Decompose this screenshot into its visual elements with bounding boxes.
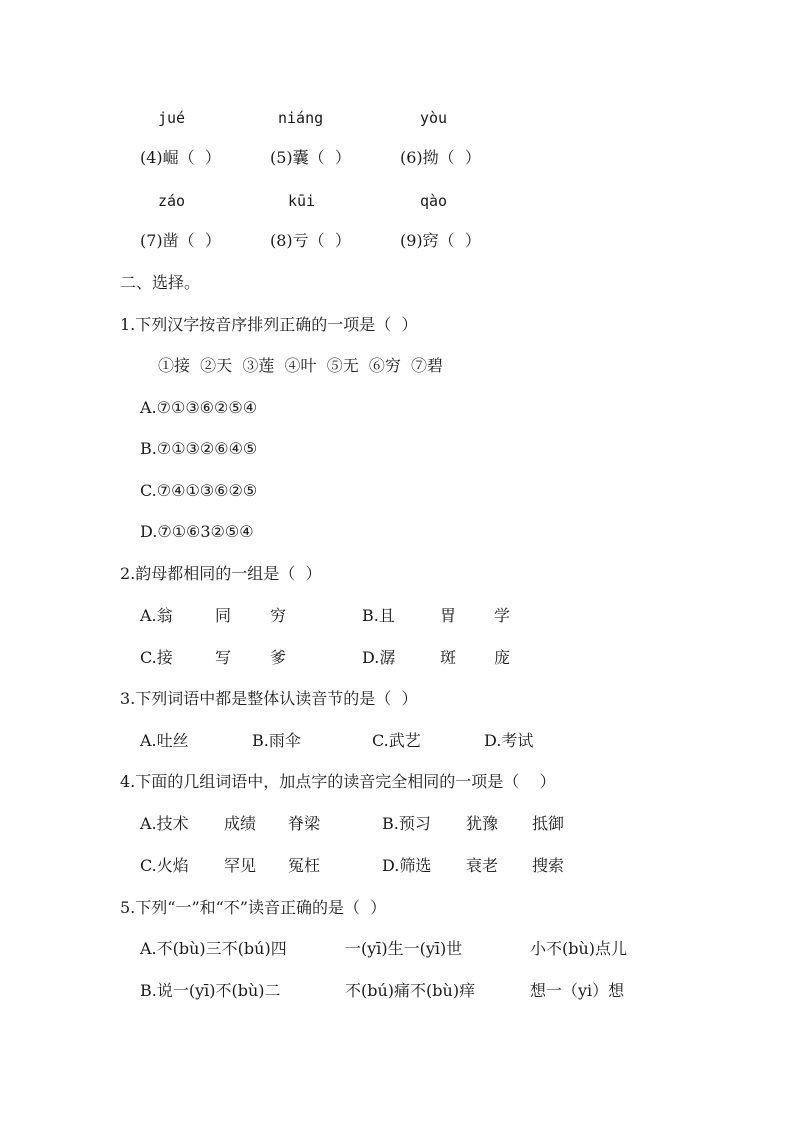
q1-option-c: C.⑦④①③⑥②⑤ [140,481,258,500]
question-2-stem: 2.韵母都相同的一组是（ ） [120,564,322,583]
char-item-4: (4)崛（ ） [140,148,221,167]
pinyin-8: kūi [288,192,316,210]
q2-option-a-word: 穷 [270,606,287,625]
q4-option-d: D.筛选 [382,856,432,875]
q5-option-a-phrase: 一(yī)生一(yī)世 [345,939,463,958]
q3-option-b: B.雨伞 [252,731,301,750]
q2-option-d-word: 庞 [494,648,511,667]
q5-option-b-phrase: 想一（yi）想 [530,981,625,1000]
q2-option-d-word: 斑 [440,648,457,667]
pinyin-7: záo [158,192,186,210]
q4-option-a-word: 脊梁 [288,814,321,833]
q2-option-c-word: 写 [215,648,232,667]
q3-option-c: C.武艺 [372,731,421,750]
char-item-9: (9)窍（ ） [400,231,481,250]
q4-option-c-word: 冤枉 [288,856,321,875]
pinyin-5: niáng [278,109,324,127]
question-3-stem: 3.下列词语中都是整体认读音节的是（ ） [120,689,418,708]
q4-option-b: B.预习 [382,814,431,833]
q3-option-d: D.考试 [484,731,534,750]
question-1-given: ①接 ②天 ③莲 ④叶 ⑤无 ⑥穷 ⑦碧 [158,356,444,375]
char-item-6: (6)拗（ ） [400,148,481,167]
q5-option-b: B.说一(yī)不(bù)二 [140,981,281,1000]
q4-option-c: C.火焰 [140,856,189,875]
q5-option-a-phrase: 小不(bù)点儿 [530,939,628,958]
q3-option-a: A.吐丝 [140,731,189,750]
char-item-8: (8)亏（ ） [270,231,351,250]
question-5-stem: 5.下列“一”和“不”读音正确的是（ ） [120,898,387,917]
q1-option-d: D.⑦①⑥3②⑤④ [140,522,254,541]
q2-option-a-word: 同 [215,606,232,625]
q4-option-d-word: 搜索 [532,856,565,875]
q4-option-a: A.技术 [140,814,189,833]
q2-option-b: B.且 [362,606,395,625]
question-4-stem: 4.下面的几组词语中，加点字的读音完全相同的一项是（ ） [120,772,556,791]
q2-option-b-word: 学 [494,606,511,625]
pinyin-4: jué [158,109,186,127]
q2-option-c: C.接 [140,648,173,667]
section-title: 二、选择。 [120,273,201,292]
q4-option-a-word: 成绩 [224,814,257,833]
pinyin-9: qào [420,192,448,210]
char-item-7: (7)凿（ ） [140,231,221,250]
q2-option-d: D.潺 [362,648,396,667]
question-1-stem: 1.下列汉字按音序排列正确的一项是（ ） [120,315,418,334]
q5-option-b-phrase: 不(bú)痛不(bù)痒 [345,981,476,1000]
q4-option-b-word: 抵御 [532,814,565,833]
pinyin-6: yòu [420,109,448,127]
q1-option-b: B.⑦①③②⑥④⑤ [140,439,258,458]
char-item-5: (5)囊（ ） [270,148,351,167]
q2-option-a: A.翁 [140,606,173,625]
q4-option-b-word: 犹豫 [466,814,499,833]
q1-option-a: A.⑦①③⑥②⑤④ [140,398,258,417]
q2-option-b-word: 胃 [440,606,457,625]
q4-option-d-word: 衰老 [466,856,499,875]
q2-option-c-word: 爹 [270,648,287,667]
q4-option-c-word: 罕见 [224,856,257,875]
q5-option-a: A.不(bù)三不(bú)四 [140,939,287,958]
